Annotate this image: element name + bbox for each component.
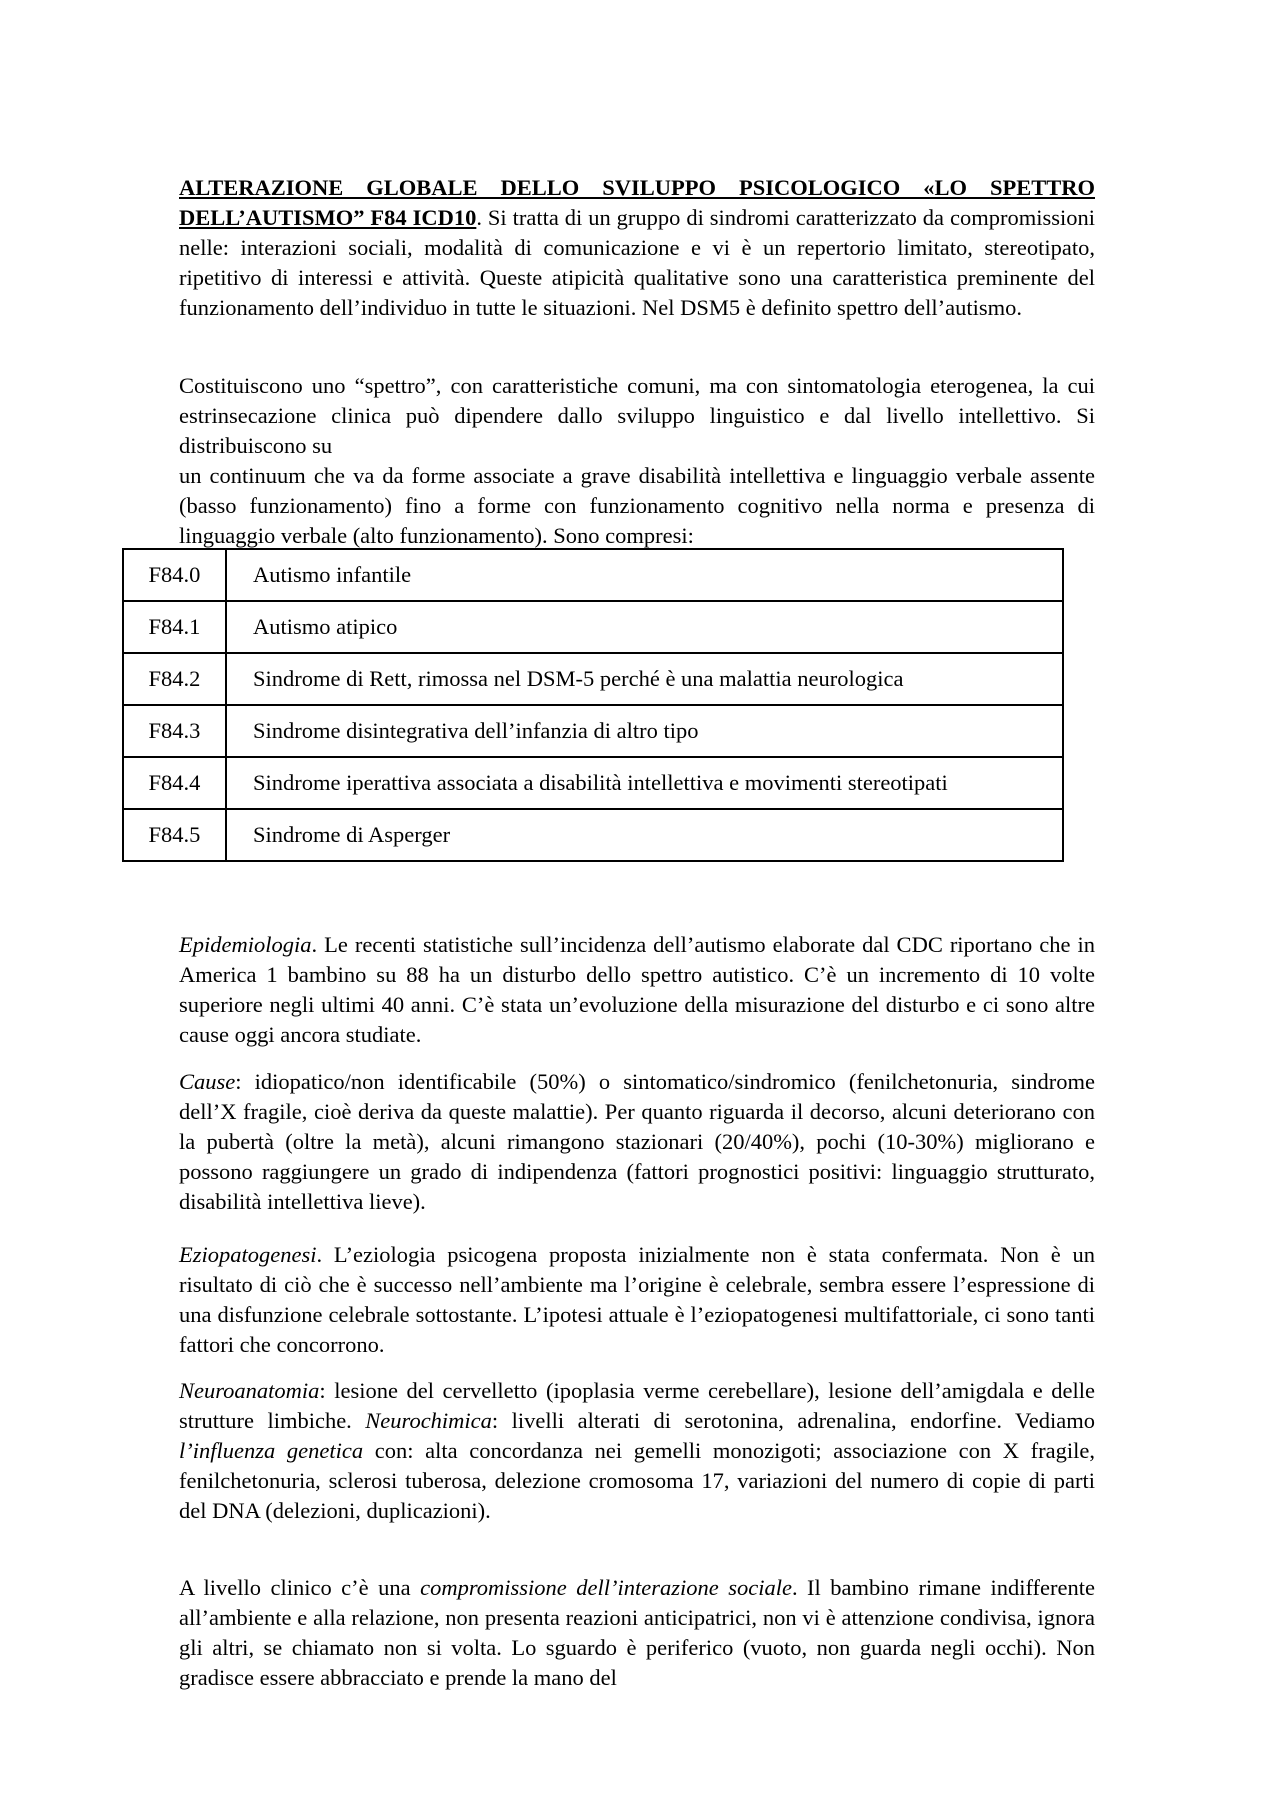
code-cell: F84.5 — [123, 809, 226, 861]
causes-paragraph — [179, 1067, 1095, 1217]
etiopathogenesis-text: . L’eziologia psicogena proposta inizialmente non è stata confermata. Non è un risultato di ciò che è successo nell’ambiente ma l’origine è celebrale, sembra essere l’espressione di una disfunzione celebrale sottostante. L’ipotesi attuale è l’eziopatogenesi multifattoriale, ci sono tanti fattori che concorrono. — [179, 1242, 1095, 1357]
section-heading: ALTERAZIONE GLOBALE DELLO SVILUPPO PSICOLOGICO «LO SPETTRO DELL’AUTISMO” F84 ICD10 — [179, 175, 1095, 230]
genetic-influence-text: con: alta concordanza nei gemelli monozigoti; associazione con X fragile, fenilchetonuria, sclerosi tuberosa, delezione cromosoma 17, variazioni del numero di copie di parti del DNA (delezioni, duplicazioni). — [179, 1438, 1095, 1523]
description-cell: Sindrome di Asperger — [226, 809, 1063, 861]
description-cell: Autismo infantile — [226, 549, 1063, 601]
table-row — [123, 601, 1063, 653]
spectrum-paragraph — [179, 371, 1095, 551]
clinical-label: compromissione dell’interazione sociale — [420, 1575, 792, 1600]
description-cell: Sindrome di Rett, rimossa nel DSM-5 perché è una malattia neurologica — [226, 653, 1063, 705]
neuro-paragraph — [179, 1376, 1095, 1526]
code-cell: F84.1 — [123, 601, 226, 653]
code-cell: F84.2 — [123, 653, 226, 705]
table-row — [123, 809, 1063, 861]
code-cell: F84.3 — [123, 705, 226, 757]
neurochemistry-label: Neurochimica — [365, 1408, 492, 1433]
clinical-text-2: . Il bambino rimane indifferente all’ambiente e alla relazione, non presenta reazioni anticipatrici, non vi è attenzione condivisa, ignora gli altri, se chiamato non si volta. Lo sguardo è periferico (vuoto, non guarda negli occhi). Non gradisce essere abbracciato e prende la mano del — [179, 1575, 1095, 1690]
causes-label: Cause — [179, 1069, 236, 1094]
intro-paragraph — [179, 173, 1095, 323]
description-cell: Sindrome iperattiva associata a disabilità intellettiva e movimenti stereotipati — [226, 757, 1063, 809]
clinical-paragraph — [179, 1573, 1095, 1693]
causes-text: : idiopatico/non identificabile (50%) o sintomatico/sindromico (fenilchetonuria, sindrome dell’X fragile, cioè deriva da queste malattie). Per quanto riguarda il decorso, alcuni deteriorano con la pubertà (oltre la metà), alcuni rimangono stazionari (20/40%), pochi (10-30%) migliorano e possono raggiungere un grado di indipendenza (fattori prognostici positivi: linguaggio strutturato, disabilità intellettiva lieve). — [179, 1069, 1095, 1214]
epidemiology-text: . Le recenti statistiche sull’incidenza dell’autismo elaborate dal CDC riportano che in America 1 bambino su 88 ha un disturbo dello spettro autistico. C’è un incremento di 10 volte superiore negli ultimi 40 anni. C’è stata un’evoluzione della misurazione del disturbo e ci sono altre cause oggi ancora studiate. — [179, 932, 1095, 1047]
spectrum-text-1: Costituiscono uno “spettro”, con caratteristiche comuni, ma con sintomatologia eterogenea, la cui estrinsecazione clinica può dipendere dallo sviluppo linguistico e dal livello intellettivo. Si distribuiscono su — [179, 373, 1095, 458]
spectrum-text-2: un continuum che va da forme associate a grave disabilità intellettiva e linguaggio verbale assente (basso funzionamento) fino a forme con funzionamento cognitivo nella norma e presenza di linguaggio verbale (alto funzionamento). Sono compresi: — [179, 463, 1095, 548]
neuroanatomy-label: Neuroanatomia — [179, 1378, 320, 1403]
etiopathogenesis-label: Eziopatogenesi — [179, 1242, 317, 1267]
intro-text: . Si tratta di un gruppo di sindromi caratterizzato da compromissioni nelle: interazioni sociali, modalità di comunicazione e vi è un repertorio limitato, stereotipato, ripetitivo di interessi e attività. Queste atipicità qualitative sono una caratteristica preminente del funzionamento dell’individuo in tutte le situazioni. Nel DSM5 è definito spettro dell’autismo. — [179, 205, 1095, 320]
table-row — [123, 705, 1063, 757]
table-row — [123, 757, 1063, 809]
clinical-text-1: A livello clinico c’è una — [179, 1575, 421, 1600]
neurochemistry-text: : livelli alterati di serotonina, adrenalina, endorfine. Vediamo — [491, 1408, 1095, 1433]
genetic-influence-label: l’influenza genetica — [179, 1438, 364, 1463]
code-cell: F84.4 — [123, 757, 226, 809]
neuroanatomy-text: : lesione del cervelletto (ipoplasia verme cerebellare), lesione dell’amigdala e delle strutture limbiche. — [179, 1378, 1095, 1433]
epidemiology-label: Epidemiologia — [179, 932, 312, 957]
description-cell: Autismo atipico — [226, 601, 1063, 653]
table-row — [123, 549, 1063, 601]
description-cell: Sindrome disintegrativa dell’infanzia di altro tipo — [226, 705, 1063, 757]
epidemiology-paragraph — [179, 930, 1095, 1050]
etiopathogenesis-paragraph — [179, 1240, 1095, 1360]
table-row — [123, 653, 1063, 705]
code-cell: F84.0 — [123, 549, 226, 601]
icd-codes-table — [122, 548, 1064, 862]
